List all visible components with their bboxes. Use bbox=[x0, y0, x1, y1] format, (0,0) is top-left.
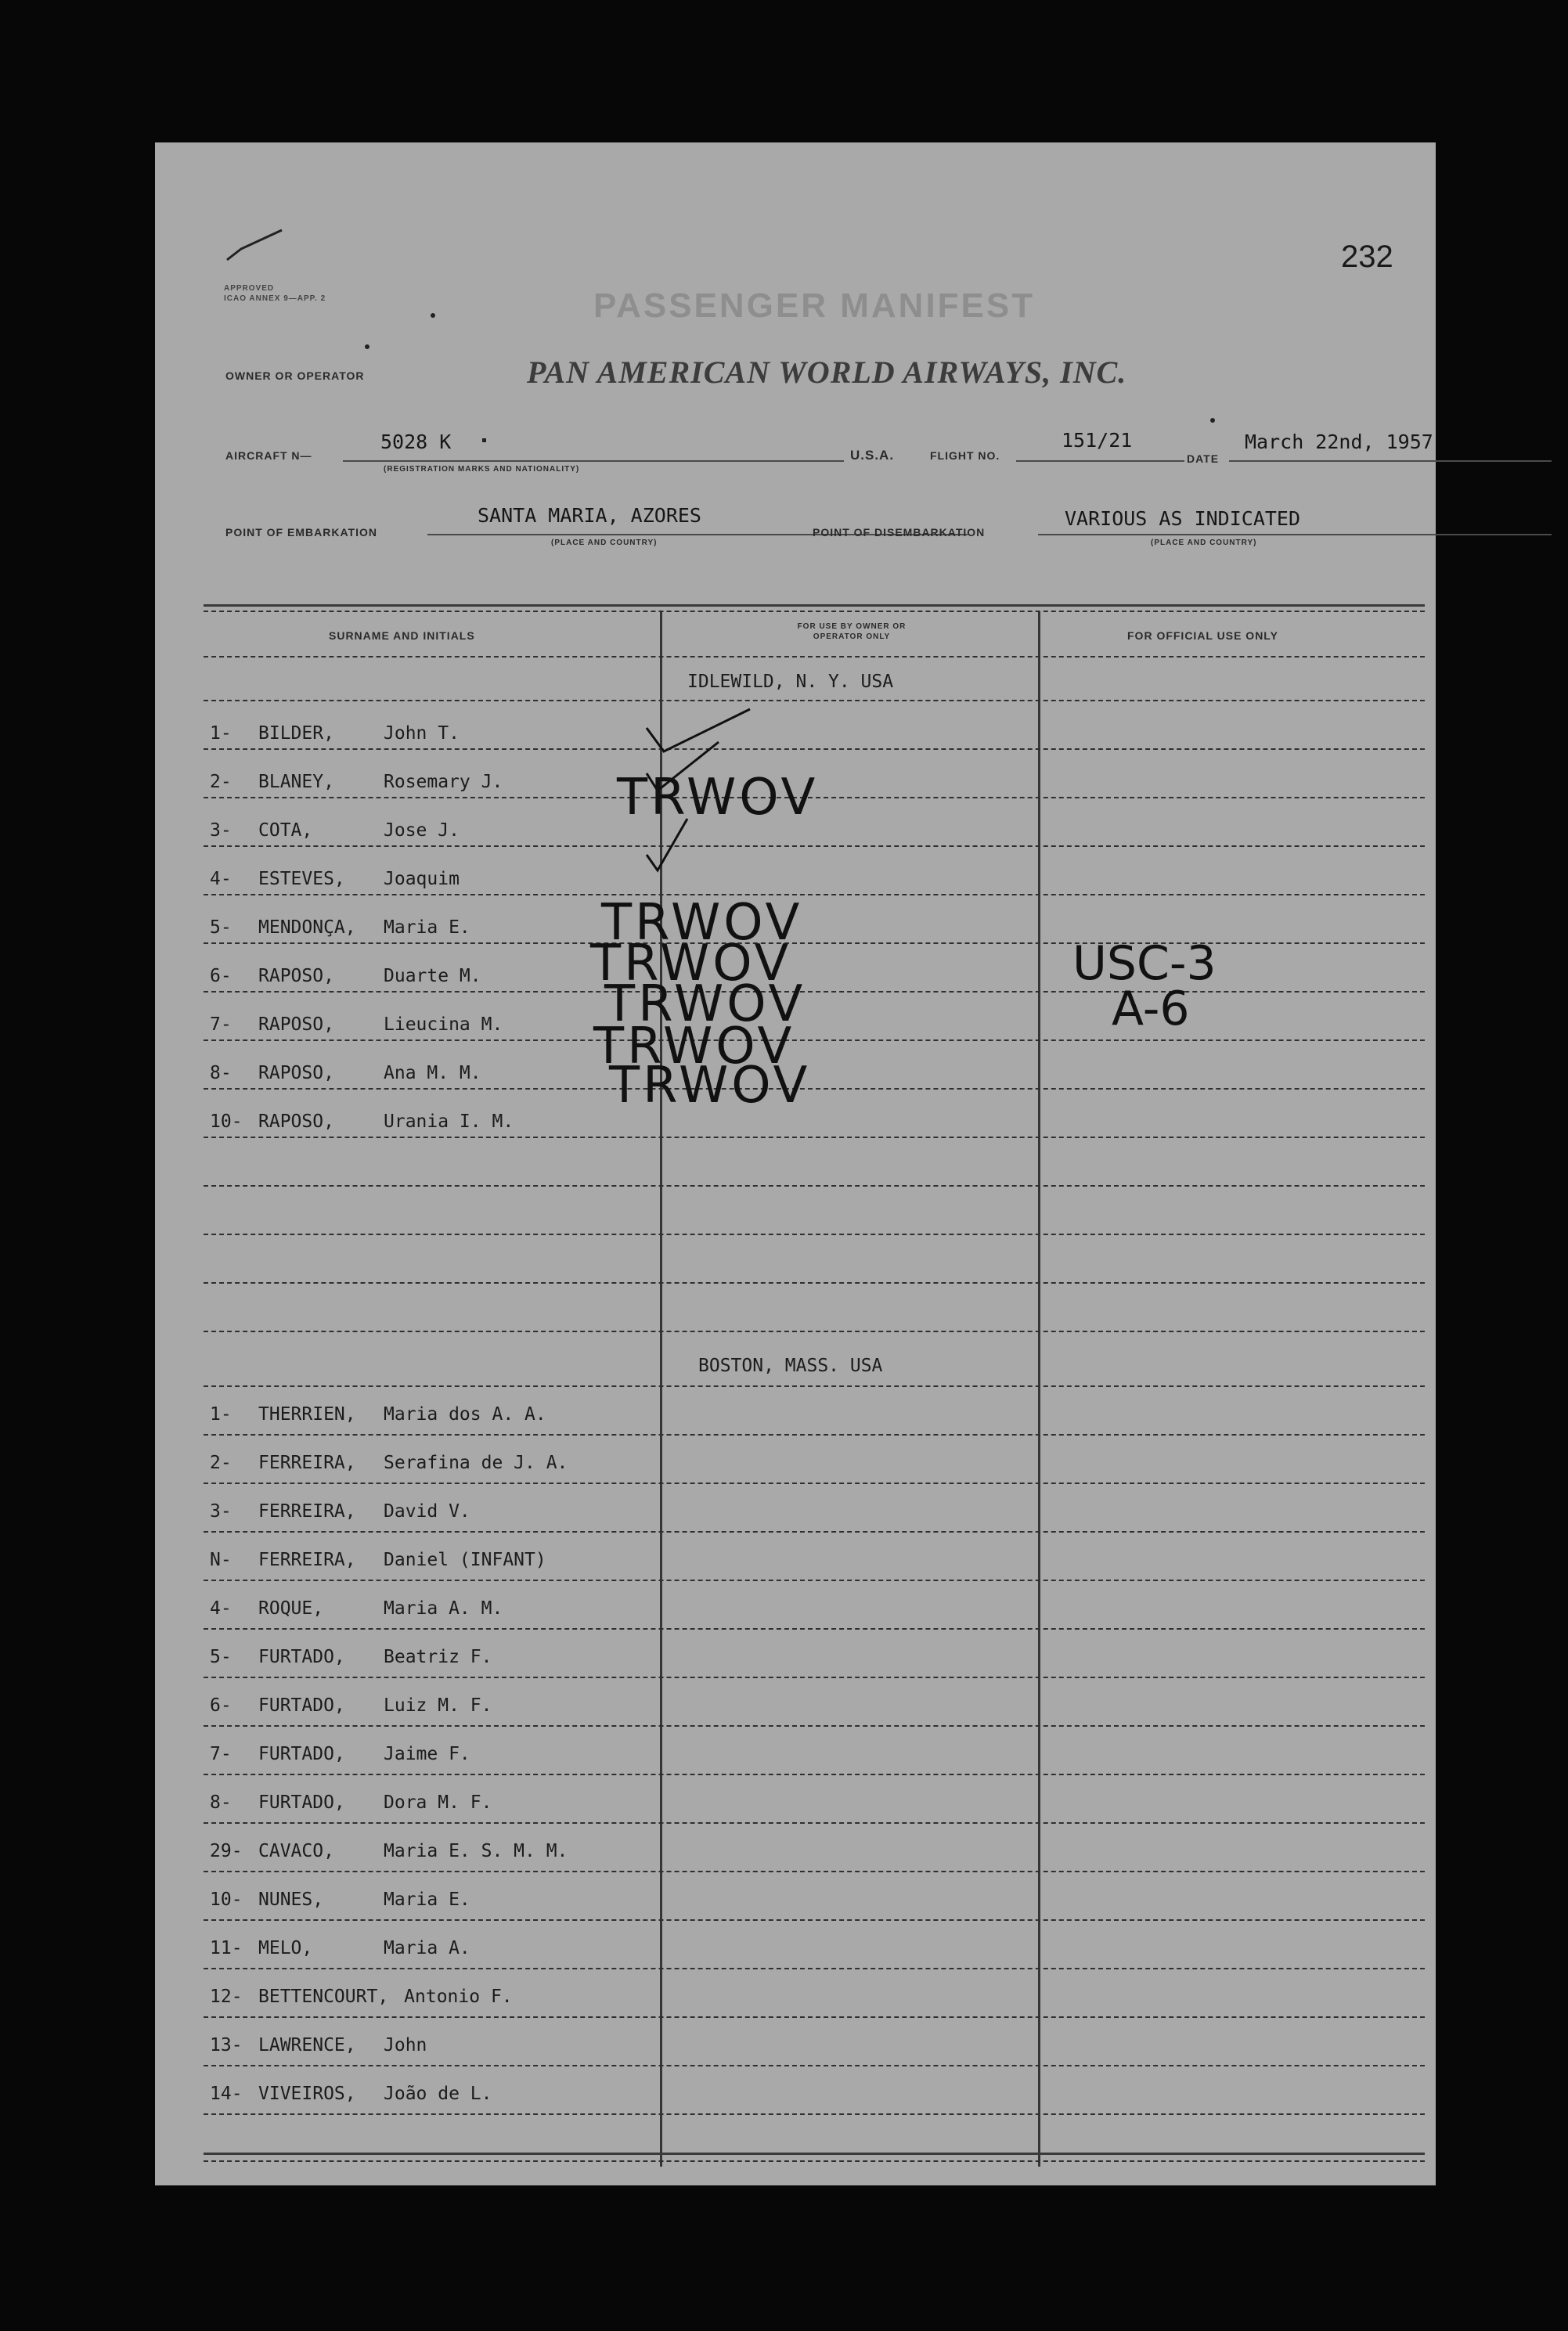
passenger-row bbox=[210, 1014, 503, 1043]
table-bottom-rule bbox=[204, 2153, 1425, 2155]
document-title: PASSENGER MANIFEST bbox=[593, 286, 1036, 325]
passenger-given-names: Antonio F. bbox=[404, 1987, 513, 2007]
row-number: N- bbox=[210, 1550, 232, 1570]
passenger-given-names: Joaquim bbox=[384, 869, 460, 889]
disembarkation-label: POINT OF DISEMBARKATION bbox=[813, 526, 986, 539]
passenger-surname: NUNES, bbox=[258, 1890, 324, 1910]
passenger-row bbox=[210, 1938, 470, 1966]
ruled-line bbox=[204, 1531, 1425, 1533]
passenger-surname: FERREIRA, bbox=[258, 1501, 356, 1522]
passenger-given-names: João de L. bbox=[384, 2084, 492, 2104]
ruled-line bbox=[204, 2016, 1425, 2018]
passenger-row bbox=[210, 1550, 546, 1578]
ruled-line bbox=[204, 2113, 1425, 2115]
ruled-line bbox=[204, 1871, 1425, 1872]
passenger-row bbox=[210, 772, 503, 800]
passenger-row bbox=[210, 1744, 470, 1772]
column-header-surname: SURNAME AND INITIALS bbox=[329, 629, 475, 642]
section-destination-idlewild: IDLEWILD, N. Y. USA bbox=[687, 672, 894, 692]
row-number: 29- bbox=[210, 1841, 243, 1861]
embarkation-label: POINT OF EMBARKATION bbox=[225, 526, 377, 539]
passenger-row bbox=[210, 723, 460, 751]
passenger-given-names: Beatriz F. bbox=[384, 1647, 492, 1667]
passenger-surname: FURTADO, bbox=[258, 1647, 345, 1667]
row-number: 10- bbox=[210, 1890, 243, 1910]
ruled-line bbox=[204, 1919, 1425, 1921]
passenger-surname: RAPOSO, bbox=[258, 1063, 334, 1083]
ruled-line bbox=[204, 700, 1425, 701]
row-number: 7- bbox=[210, 1014, 232, 1035]
country-label: U.S.A. bbox=[850, 448, 895, 463]
dot-mark bbox=[365, 344, 369, 349]
handwritten-mark: TRWOV bbox=[617, 769, 819, 827]
row-number: 5- bbox=[210, 917, 232, 938]
passenger-given-names: Ana M. M. bbox=[384, 1063, 481, 1083]
airline-name: PAN AMERICAN WORLD AIRWAYS, INC. bbox=[527, 355, 1127, 390]
passenger-given-names: Jose J. bbox=[384, 820, 460, 841]
passenger-row bbox=[210, 1890, 470, 1918]
date-value: March 22nd, 1957 bbox=[1245, 431, 1433, 453]
row-number: 2- bbox=[210, 1453, 232, 1473]
disembarkation-underline bbox=[1038, 534, 1552, 535]
passenger-row bbox=[210, 1598, 503, 1627]
passenger-given-names: Maria E. bbox=[384, 917, 470, 938]
passenger-row bbox=[210, 1063, 481, 1091]
handwritten-mark: TRWOV bbox=[604, 975, 806, 1033]
passenger-given-names: Dora M. F. bbox=[384, 1792, 492, 1813]
date-underline bbox=[1229, 460, 1552, 462]
table-top-rule-2 bbox=[204, 611, 1425, 612]
stamp-line-2: ICAO ANNEX 9—APP. 2 bbox=[224, 294, 326, 303]
owner-label: OWNER OR OPERATOR bbox=[225, 369, 365, 382]
ruled-line bbox=[204, 1483, 1425, 1484]
passenger-given-names: Duarte M. bbox=[384, 966, 481, 986]
passenger-surname: FURTADO, bbox=[258, 1792, 345, 1813]
passenger-given-names: Serafina de J. A. bbox=[384, 1453, 568, 1473]
disembarkation-value: VARIOUS AS INDICATED bbox=[1065, 507, 1301, 530]
column-header-owner-use: FOR USE BY OWNER OR OPERATOR ONLY bbox=[797, 622, 907, 641]
passenger-given-names: Urania I. M. bbox=[384, 1111, 514, 1132]
aircraft-sublabel: (REGISTRATION MARKS AND NATIONALITY) bbox=[384, 465, 580, 474]
passenger-given-names: Daniel (INFANT) bbox=[384, 1550, 546, 1570]
passenger-row bbox=[210, 1111, 514, 1140]
row-number: 8- bbox=[210, 1792, 232, 1813]
flight-no-label: FLIGHT NO. bbox=[930, 449, 1000, 462]
aircraft-underline bbox=[343, 460, 844, 462]
dot-mark bbox=[431, 313, 435, 318]
passenger-surname: MELO, bbox=[258, 1938, 313, 1958]
ruled-line bbox=[204, 1725, 1425, 1727]
passenger-row bbox=[210, 820, 460, 848]
handwritten-mark: TRWOV bbox=[601, 894, 803, 952]
passenger-surname: COTA, bbox=[258, 820, 313, 841]
ruled-line bbox=[204, 1185, 1425, 1187]
passenger-row bbox=[210, 917, 470, 946]
passenger-given-names: Maria A. M. bbox=[384, 1598, 503, 1619]
header-rule bbox=[204, 656, 1425, 658]
ruled-line bbox=[204, 1331, 1425, 1332]
aircraft-label: AIRCRAFT N— bbox=[225, 449, 312, 462]
passenger-given-names: Lieucina M. bbox=[384, 1014, 503, 1035]
ruled-line bbox=[204, 1822, 1425, 1824]
row-number: 6- bbox=[210, 966, 232, 986]
row-number: 3- bbox=[210, 1501, 232, 1522]
row-number: 5- bbox=[210, 1647, 232, 1667]
passenger-surname: BLANEY, bbox=[258, 772, 334, 792]
approval-stamp bbox=[224, 283, 326, 304]
aircraft-value: 5028 K bbox=[380, 431, 452, 453]
section-destination-boston: BOSTON, MASS. USA bbox=[698, 1356, 883, 1376]
passenger-given-names: Maria E. bbox=[384, 1890, 470, 1910]
passenger-given-names: Jaime F. bbox=[384, 1744, 470, 1764]
passenger-row bbox=[210, 1647, 492, 1675]
passenger-surname: MENDONÇA, bbox=[258, 917, 356, 938]
row-number: 1- bbox=[210, 1404, 232, 1425]
ruled-line bbox=[204, 1385, 1425, 1387]
passenger-given-names: Luiz M. F. bbox=[384, 1695, 492, 1716]
flight-underline bbox=[1016, 460, 1184, 462]
passenger-row bbox=[210, 2035, 427, 2063]
row-number: 4- bbox=[210, 1598, 232, 1619]
ruled-line bbox=[204, 1580, 1425, 1581]
dot-mark bbox=[1210, 418, 1215, 423]
passenger-surname: BILDER, bbox=[258, 723, 334, 744]
passenger-surname: FERREIRA, bbox=[258, 1453, 356, 1473]
passenger-row bbox=[210, 1792, 492, 1821]
handwritten-official-note: USC-3 bbox=[1072, 936, 1217, 991]
ruled-line bbox=[204, 1628, 1425, 1630]
passenger-surname: RAPOSO, bbox=[258, 1014, 334, 1035]
table-top-rule bbox=[204, 604, 1425, 607]
row-number: 6- bbox=[210, 1695, 232, 1716]
embarkation-sublabel: (PLACE AND COUNTRY) bbox=[551, 539, 658, 547]
ruled-line bbox=[204, 1434, 1425, 1436]
row-number: 1- bbox=[210, 723, 232, 744]
passenger-row bbox=[210, 1453, 568, 1481]
passenger-surname: FURTADO, bbox=[258, 1695, 345, 1716]
passenger-given-names: John T. bbox=[384, 723, 460, 744]
handwritten-mark: TRWOV bbox=[590, 935, 792, 993]
passenger-given-names: David V. bbox=[384, 1501, 470, 1522]
flight-no-value: 151/21 bbox=[1062, 429, 1133, 452]
row-number: 14- bbox=[210, 2084, 243, 2104]
ruled-line bbox=[204, 1234, 1425, 1235]
row-number: 10- bbox=[210, 1111, 243, 1132]
passenger-given-names: Maria E. S. M. M. bbox=[384, 1841, 568, 1861]
row-number: 7- bbox=[210, 1744, 232, 1764]
passenger-row bbox=[210, 1841, 568, 1869]
passenger-row bbox=[210, 1501, 470, 1529]
passenger-row bbox=[210, 966, 481, 994]
page-number: 232 bbox=[1341, 240, 1393, 274]
row-number: 13- bbox=[210, 2035, 243, 2055]
column-header-official-use: FOR OFFICIAL USE ONLY bbox=[1127, 629, 1278, 642]
passenger-surname: FERREIRA, bbox=[258, 1550, 356, 1570]
row-number: 8- bbox=[210, 1063, 232, 1083]
passenger-given-names: John bbox=[384, 2035, 427, 2055]
corner-check-mark bbox=[225, 221, 288, 268]
passenger-row bbox=[210, 2084, 492, 2112]
passenger-given-names: Maria dos A. A. bbox=[384, 1404, 546, 1425]
passenger-row bbox=[210, 1404, 546, 1432]
dot-mark bbox=[482, 438, 486, 442]
date-label: DATE bbox=[1187, 452, 1220, 465]
ruled-line bbox=[204, 2065, 1425, 2066]
table-bottom-rule-2 bbox=[204, 2160, 1425, 2162]
row-number: 2- bbox=[210, 772, 232, 792]
ruled-line bbox=[204, 1677, 1425, 1678]
ruled-line bbox=[204, 1774, 1425, 1775]
passenger-surname: BETTENCOURT, bbox=[258, 1987, 389, 2007]
handwritten-official-note: A-6 bbox=[1112, 982, 1190, 1036]
ruled-line bbox=[204, 1968, 1425, 1969]
passenger-given-names: Rosemary J. bbox=[384, 772, 503, 792]
passenger-surname: RAPOSO, bbox=[258, 1111, 334, 1132]
passenger-surname: LAWRENCE, bbox=[258, 2035, 356, 2055]
passenger-row bbox=[210, 1987, 513, 2015]
row-number: 4- bbox=[210, 869, 232, 889]
passenger-surname: FURTADO, bbox=[258, 1744, 345, 1764]
passenger-surname: CAVACO, bbox=[258, 1841, 334, 1861]
passenger-surname: VIVEIROS, bbox=[258, 2084, 356, 2104]
handwritten-mark: TRWOV bbox=[593, 1018, 795, 1075]
row-number: 12- bbox=[210, 1987, 243, 2007]
passenger-surname: THERRIEN, bbox=[258, 1404, 356, 1425]
passenger-given-names: Maria A. bbox=[384, 1938, 470, 1958]
passenger-surname: ROQUE, bbox=[258, 1598, 324, 1619]
ruled-line bbox=[204, 1282, 1425, 1284]
passenger-surname: RAPOSO, bbox=[258, 966, 334, 986]
manifest-sheet bbox=[155, 142, 1436, 2185]
disembarkation-sublabel: (PLACE AND COUNTRY) bbox=[1151, 539, 1257, 547]
passenger-row bbox=[210, 1695, 492, 1724]
passenger-surname: ESTEVES, bbox=[258, 869, 345, 889]
passenger-row bbox=[210, 869, 460, 897]
row-number: 3- bbox=[210, 820, 232, 841]
row-number: 11- bbox=[210, 1938, 243, 1958]
handwritten-mark: TRWOV bbox=[609, 1057, 811, 1115]
stamp-line-1: APPROVED bbox=[224, 284, 275, 293]
embarkation-value: SANTA MARIA, AZORES bbox=[478, 504, 701, 527]
